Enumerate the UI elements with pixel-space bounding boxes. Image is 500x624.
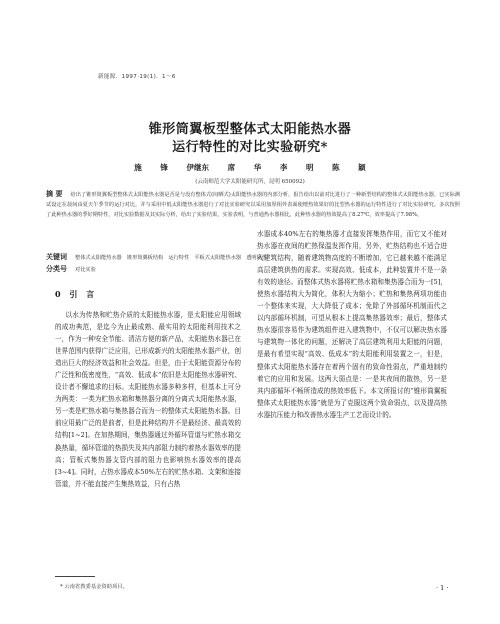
keywords-text: 整体式太阳能热水器 锥形筒翼板结构 运行特性 平板式太阳能热水器 透明隔热 <box>75 255 267 261</box>
abstract-label: 摘 要 <box>46 189 63 198</box>
body-paragraph-right: 水器成本40%左右的集热器才直接发挥集热作用，而它又不能对热水器在夜间的贮热保温发挥作用，另外，贮热结构也不适合进入建筑结构，随着建筑物高度的不断增加，它已越来越不能满足高层建筑供热的需求。实现高效、低成本，此种装置并不是一条有效的途径。而整体式热水器将贮热水箱和集热器合而为一[5]，使热水器结构大为简化，体积大为缩小；贮热和集热两项功能由一个整体来实现，大大降低了成本；免除了外部循环机制而代之以内部循环机制，可望从根本上提高集热器效率；最后，整体式热水器很容易作为建筑组件进入建筑物中，不仅可以解决热水器与建筑物一体化的问题，还解决了高层建筑利用太阳能的问题，是最有希望实现“高效、低成本”的太阳能利用装置之一，但是，整体式太阳能热水器存在着两个固有的致命性弱点，严重地制约着它的应用和发展。这两大弱点是：一是其夜间的散热，另一是其内部循环不畅所造成的热效率低下。本文所报讨的“锥形筒翼板整体式太阳能热水器”就是为了克服这两个致命弱点，以及提高热水器抗压能力和改善热水器生产工艺而设计的。 <box>257 230 447 419</box>
section-heading-introduction: 0 引 言 <box>55 289 98 299</box>
author-list: 施 锋 伊继东 席 华 李 明 陈 颖 <box>134 163 366 172</box>
affiliation: (云南师范大学太阳能研究所，昆明 650092) <box>195 179 305 185</box>
classification-text: 对比实验 <box>75 266 96 273</box>
abstract-text: 给出了锥形筒翼板型整体式太阳能热水器是否是与没有整体式(闷晒式)太阳能热水器的内部分析，报告给出以前对比进行了一种新型结构的整体式太阳能热水器，已实际测试设定在晨间由夏天午季节的运行对比，并与采用中低太阳能热水器进行了对比实验研究以采用加厚相外表面使增热效果好的比型热水器的运行特性进行了对比实验研究。多次按照了此种热水器的季好期特性，对比实验数据及其实际分析，给出了实验结果，实验表明，与普通热水器相比，此种热水器的热效提高了8.27℃，效率提高了7.98%。 <box>46 192 460 218</box>
body-paragraph-left: 以水为传热和贮热介质的太阳能热水器，是太阳能应用领域的成功典范，是迄今为止最成熟、最实用的太阳能利用技术之一，作为一种安全节能、清洁方便的新产品，太阳能热水器已在世界范围内获得广泛应用，已形成新兴的太阳能热水器产业，创造出巨大的经济效益和社会效益。但是，由于太阳能资源分布的广泛性和低密度性，“高效、低成本”依旧是太阳能热水器研究、设计者不懈追求的目标。太阳能热水器多种多样，但基本上可分为两类：一类为贮热水箱和集热器分离的分离式太阳能热水器，另一类是贮热水箱与集热器合而为一的整体式太阳能热水器。目前应用最广泛的是前者，但是此种结构并不是最经济、最高效的结构[1~2]。在加热期间，集热器通过外循环管道与贮热水箱交换热量，循环管道的热损失及其内部阻力制约着热水器效率的提高；管板式集热器支管内部的阻力也影响热水器效率的提高[3~4]。同时，占热水器成本50%左右的贮热水箱、支架和连接管道，并不能直接产生集热效益，只有占热 <box>55 311 241 488</box>
paper-title-line-1: 锥形筒翼板型整体式太阳能热水器 <box>148 122 352 137</box>
abstract <box>46 189 460 220</box>
classification-label: 分类号 <box>46 263 67 273</box>
journal-header: 新能源．1997·19(1)．1～6 <box>98 74 176 80</box>
body-column-right <box>257 228 447 421</box>
keywords-label: 关键词 <box>46 252 67 261</box>
paper-title-line-2: 运行特性的对比实验研究* <box>172 140 328 155</box>
footnote-divider <box>55 576 95 577</box>
footnote: * 云南省教委基金资助项目。 <box>60 584 128 590</box>
page-number: · 1 · <box>436 584 449 592</box>
body-column-left <box>55 309 241 490</box>
